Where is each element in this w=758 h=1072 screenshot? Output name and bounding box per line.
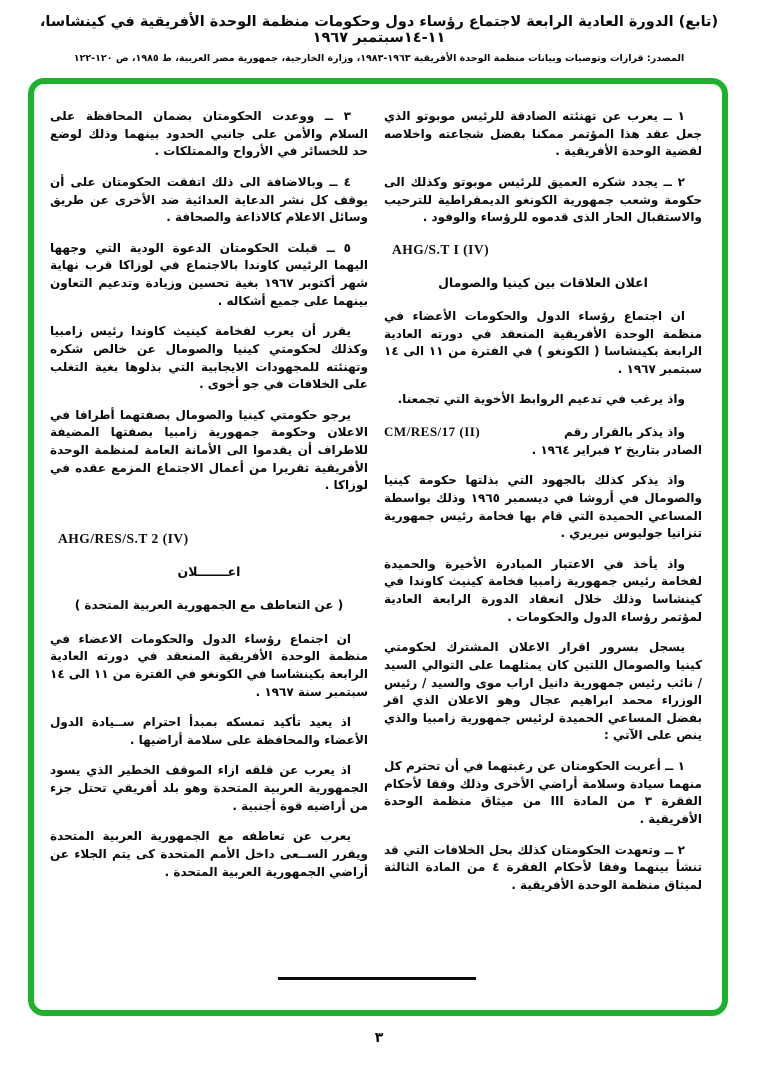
paragraph-item-2: ٢ ــ يجدد شكره العميق للرئيس موبوتو وكذلك الى حكومة وشعب جمهورية الكونغو الديمقراطية للترحيب والاستقبال الحار الذى قدموه للرؤساء والوفود . xyxy=(384,174,702,225)
document-title: (تابع) الدورة العادية الرابعة لاجتماع رؤساء دول وحكومات منظمة الوحدة الأفريقية في كينشاسا، ١١-١٤سبتمبر ١٩٦٧ xyxy=(39,14,719,46)
page-number: ٣ xyxy=(374,1030,384,1046)
resolution-code-2: AHG/RES/S.T 2 (IV) xyxy=(58,530,189,546)
column-right xyxy=(384,108,702,1000)
end-separator-line xyxy=(278,977,476,980)
paragraph-declaration-item-2: ٢ ــ وتعهدت الحكومتان كذلك بحل الخلافات التي قد تنشأ بينهما وفقا لأحكام الفقرة ٤ من المادة الثالثة لميثاق منظمة الوحدة الأفريقية . xyxy=(384,842,702,892)
paragraph-arusha-efforts: واذ يذكر كذلك بالجهود التي بذلتها حكومة كينيا والصومال في أروشا في ديسمبر ١٩٦٥ وذلك بواسطة المساعي الحميدة التي قام بها فخامة رئيس جمهورية تنزانيا جوليوس نيريري . xyxy=(384,473,703,541)
section-subheading-uar: ( عن التعاطف مع الجمهورية العربية المتحدة ) xyxy=(74,598,344,613)
recalling-text-tail: الصادر بتاريخ ٢ فبراير ١٩٦٤ . xyxy=(531,442,702,457)
paragraph-wishing: واذ يرغب في تدعيم الروابط الأخوية التي تجمعنا. xyxy=(397,392,685,407)
paragraph-uar-preamble: ان اجتماع رؤساء الدول والحكومات الاعضاء في منظمة الوحدة الأفريقية المنعقد في دورته العادية الرابعة بكينشاسا في الكونغو في الفترة من ١١ الى ١٤ سبتمبر سنة ١٩٦٧ . xyxy=(50,631,369,699)
column-left xyxy=(50,108,368,1000)
cm-res-code: CM/RES/17 (II) xyxy=(384,424,481,440)
paragraph-joint-declaration: يسجل بسرور اقرار الاعلان المشترك لحكومتي كينيا والصومال اللتين كان يمثلهما على التوالي السيد / نائب رئيس جمهورية دانيل اراب موى والسيد / رئيس الوزراء محمد ابراهيم عجال وهو الاعلان الذي اقر بفضل المساعي الحميدة لرئيس جمهورية زامبيا والذي ينص على الآتي : xyxy=(384,640,702,743)
section-heading-kenya-somalia: اعلان العلاقات بين كينيا والصومال xyxy=(438,274,648,290)
resolution-code: AHG/S.T I (IV) xyxy=(392,241,490,257)
paragraph-concern: اذ يعرب عن قلقه ازاء الموقف الخطير الذي يسود الجمهورية العربية المتحدة وهو بلد أفريقي تحتل جزء من أراضيه قوة أجنبية . xyxy=(50,763,368,813)
paragraph-item-1: ١ ــ يعرب عن تهنئته الصادقة للرئيس موبوتو الذي جعل عقد هذا المؤتمر ممكنا بفضل شجاعته واخلاصه لقضية الوحدة الأفريقية . xyxy=(384,109,702,159)
source-citation: المصدر: قرارات وتوصيات وبيانات منظمة الوحدة الأفريقية ١٩٦٣-١٩٨٣، وزارة الخارجية، جمهورية مصر العربية، ط ١٩٨٥، ص ١٢٠-١٢٢ xyxy=(73,53,685,64)
paragraph-requests-report: يرجو حكومتي كينيا والصومال بصفتهما أطرافا في الاعلان وحكومة جمهورية زامبيا بصفتها المضيفة للاطراف أن يقدموا الى الأمانة العامة لمنظمة الوحدة الأفريقية تقريرا من أعمال الاجتماع المزمع عقده في لوزاكا . xyxy=(50,407,368,493)
paragraph-decides-thanks: يقرر أن يعرب لفخامة كينيث كاوندا رئيس زامبيا وكذلك لحكومتي كينيا والصومال عن خالص شكره وتهنئته للمجهودات الايجابية التي بذلوها بغية التغلب على الخلافات في جو أخوى . xyxy=(50,324,368,392)
paragraph-declaration-item-3: ٣ ــ ووعدت الحكومتان بضمان المحافظة على السلام والأمن على جانبي الحدود بينهما وذلك لوضع حد للخسائر في الأرواح والممتلكات . xyxy=(50,109,368,159)
paragraph-kaunda-initiative: واذ يأخذ في الاعتبار المبادرة الأخيرة والحميدة لفخامة رئيس جمهورية زامبيا فخامة كينيث كاوندا في كينشاسا وذلك خلال انعقاد الدورة الرابعة العادية لمؤتمر رؤساء الدول والحكومات . xyxy=(384,556,702,624)
paragraph-reaffirming: اذ يعيد تأكيد تمسكه بمبدأ احترام ســيادة الدول الأعضاء والمحافظة على سلامة أراضيها . xyxy=(50,715,368,747)
paragraph-declaration-item-4: ٤ ــ وبالاضافة الى ذلك اتفقت الحكومتان على أن يوقف كل نشر الدعاية العدائية ضد الأخرى عن طريق وسائل الاعلام كالاذاعة والصحافة . xyxy=(50,174,368,225)
green-border-frame xyxy=(28,78,728,1016)
paragraph-recalling-resolution xyxy=(384,422,702,442)
recalling-text: واذ يذكر بالقرار رقم xyxy=(564,425,685,440)
paragraph-preamble: ان اجتماع رؤساء الدول والحكومات الأعضاء في منظمة الوحدة الأفريقية المنعقد في دورته العادية الرابعة بكينشاسا ( الكونغو ) في الفترة من ١١ الى ١٤ سبتمبر ١٩٦٧ . xyxy=(384,308,702,376)
paragraph-declaration-item-1: ١ ــ أعربت الحكومتان عن رغبتهما في أن تحترم كل منهما سيادة وسلامة أراضي الأخرى وذلك وفقا لأحكام الفقرة ٣ من المادة III من ميثاق منظمة الوحدة الأفريقية . xyxy=(384,759,702,826)
section-heading-declaration: اعـــــــلان xyxy=(177,563,241,579)
page-header xyxy=(0,14,758,64)
paragraph-declaration-item-5: ٥ ــ قبلت الحكومتان الدعوة الودية التي وجهها اليهما الرئيس كاوندا بالاجتماع في لوزاكا قرب نهاية شهر أكتوبر ١٩٦٧ بغية تحسين وزيادة وتدعيم التعاون بينهما على جميع أشكاله . xyxy=(50,240,368,308)
paragraph-sympathy: يعرب عن تعاطفه مع الجمهورية العربية المتحدة ويقرر الســعى داخل الأمم المتحدة كى يتم الجلاء عن أراضي الجمهورية العربية المتحدة . xyxy=(50,829,368,879)
